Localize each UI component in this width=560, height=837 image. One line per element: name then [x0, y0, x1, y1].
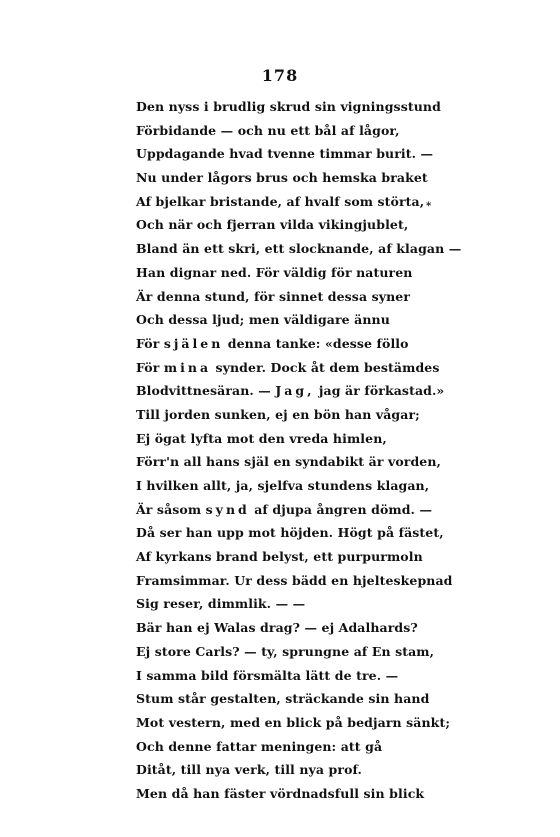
text-line: Bär han ej Walas drag? — ej Adalhards?	[136, 620, 418, 636]
spaced-emphasis: Jag,	[275, 383, 315, 399]
text-segment: Är såsom	[136, 501, 206, 517]
text-line: Ditåt, till nya verk, till nya prof.	[136, 762, 362, 778]
text-line: Af bjelkar bristande, af hvalf som störta,	[136, 193, 425, 209]
text-line: Uppdagande hvad tvenne timmar burit. —	[136, 146, 434, 162]
poem-text	[136, 95, 462, 806]
text-line: Framsimmar. Ur dess bädd en hjelteskepnad	[136, 572, 453, 588]
page-number: 178	[261, 66, 299, 85]
text-line	[136, 379, 445, 403]
spaced-emphasis: mina	[163, 359, 212, 375]
spaced-emphasis: synd	[205, 501, 250, 517]
text-segment: denna tanke: «desse föllo	[223, 335, 409, 351]
text-line: I hvilken allt, ja, sjelfva stundens klagan,	[136, 478, 430, 493]
text-line: Af kyrkans brand belyst, ett purpurmoln	[136, 549, 423, 565]
text-segment: af djupa ångren dömd. —	[249, 501, 433, 517]
text-line	[136, 356, 440, 380]
text-line	[136, 498, 436, 522]
text-line: Stum står gestalten, sträckande sin hand	[136, 691, 430, 707]
text-segment: För	[136, 335, 164, 351]
text-line: Ej store Carls? — ty, sprungne af En stam,	[136, 643, 435, 659]
text-line: Bland än ett skri, ett slocknande, af klagan —	[136, 241, 462, 257]
text-line: Och denne fattar meningen: att gå	[136, 738, 383, 754]
text-line: Den nyss i brudlig skrud sin vigningsstund	[136, 99, 441, 114]
text-line: Är denna stund, för sinnet dessa syner	[136, 288, 411, 304]
text-line: Han dignar ned. För väldig för naturen	[136, 264, 413, 280]
text-line: Mot vestern, med en blick på bedjarn sänkt;	[136, 714, 451, 730]
text-segment: synder. Dock åt dem bestämdes	[211, 359, 440, 375]
text-segment: För	[136, 359, 164, 375]
stray-mark: *	[426, 201, 432, 212]
spaced-emphasis: själen	[163, 335, 224, 351]
text-line: Nu under lågors brus och hemska braket	[136, 170, 428, 186]
text-line: Men då han fäster vördnadsfull sin blick	[136, 785, 425, 801]
text-line: Då ser han upp mot höjden. Högt på fästet,	[136, 525, 444, 541]
text-line: I samma bild försmälta lätt de tre. —	[136, 667, 399, 683]
text-line: Sig reser, dimmlik. — —	[136, 596, 306, 612]
text-line: Och dessa ljud; men väldigare ännu	[136, 312, 390, 328]
text-segment: Blodvittnesäran. —	[136, 383, 276, 399]
text-line: Förbidande — och nu ett bål af lågor,	[136, 122, 400, 138]
text-line: Ej ögat lyfta mot den vreda himlen,	[136, 430, 387, 446]
text-line	[136, 332, 436, 356]
text-segment: jag är förkastad.»	[314, 383, 445, 399]
text-line: Förr'n all hans själ en syndabikt är vorden,	[136, 454, 441, 470]
text-line: Till jorden sunken, ej en bön han vågar;	[136, 406, 420, 422]
text-line: Och när och fjerran vilda vikingjublet,	[136, 217, 409, 233]
